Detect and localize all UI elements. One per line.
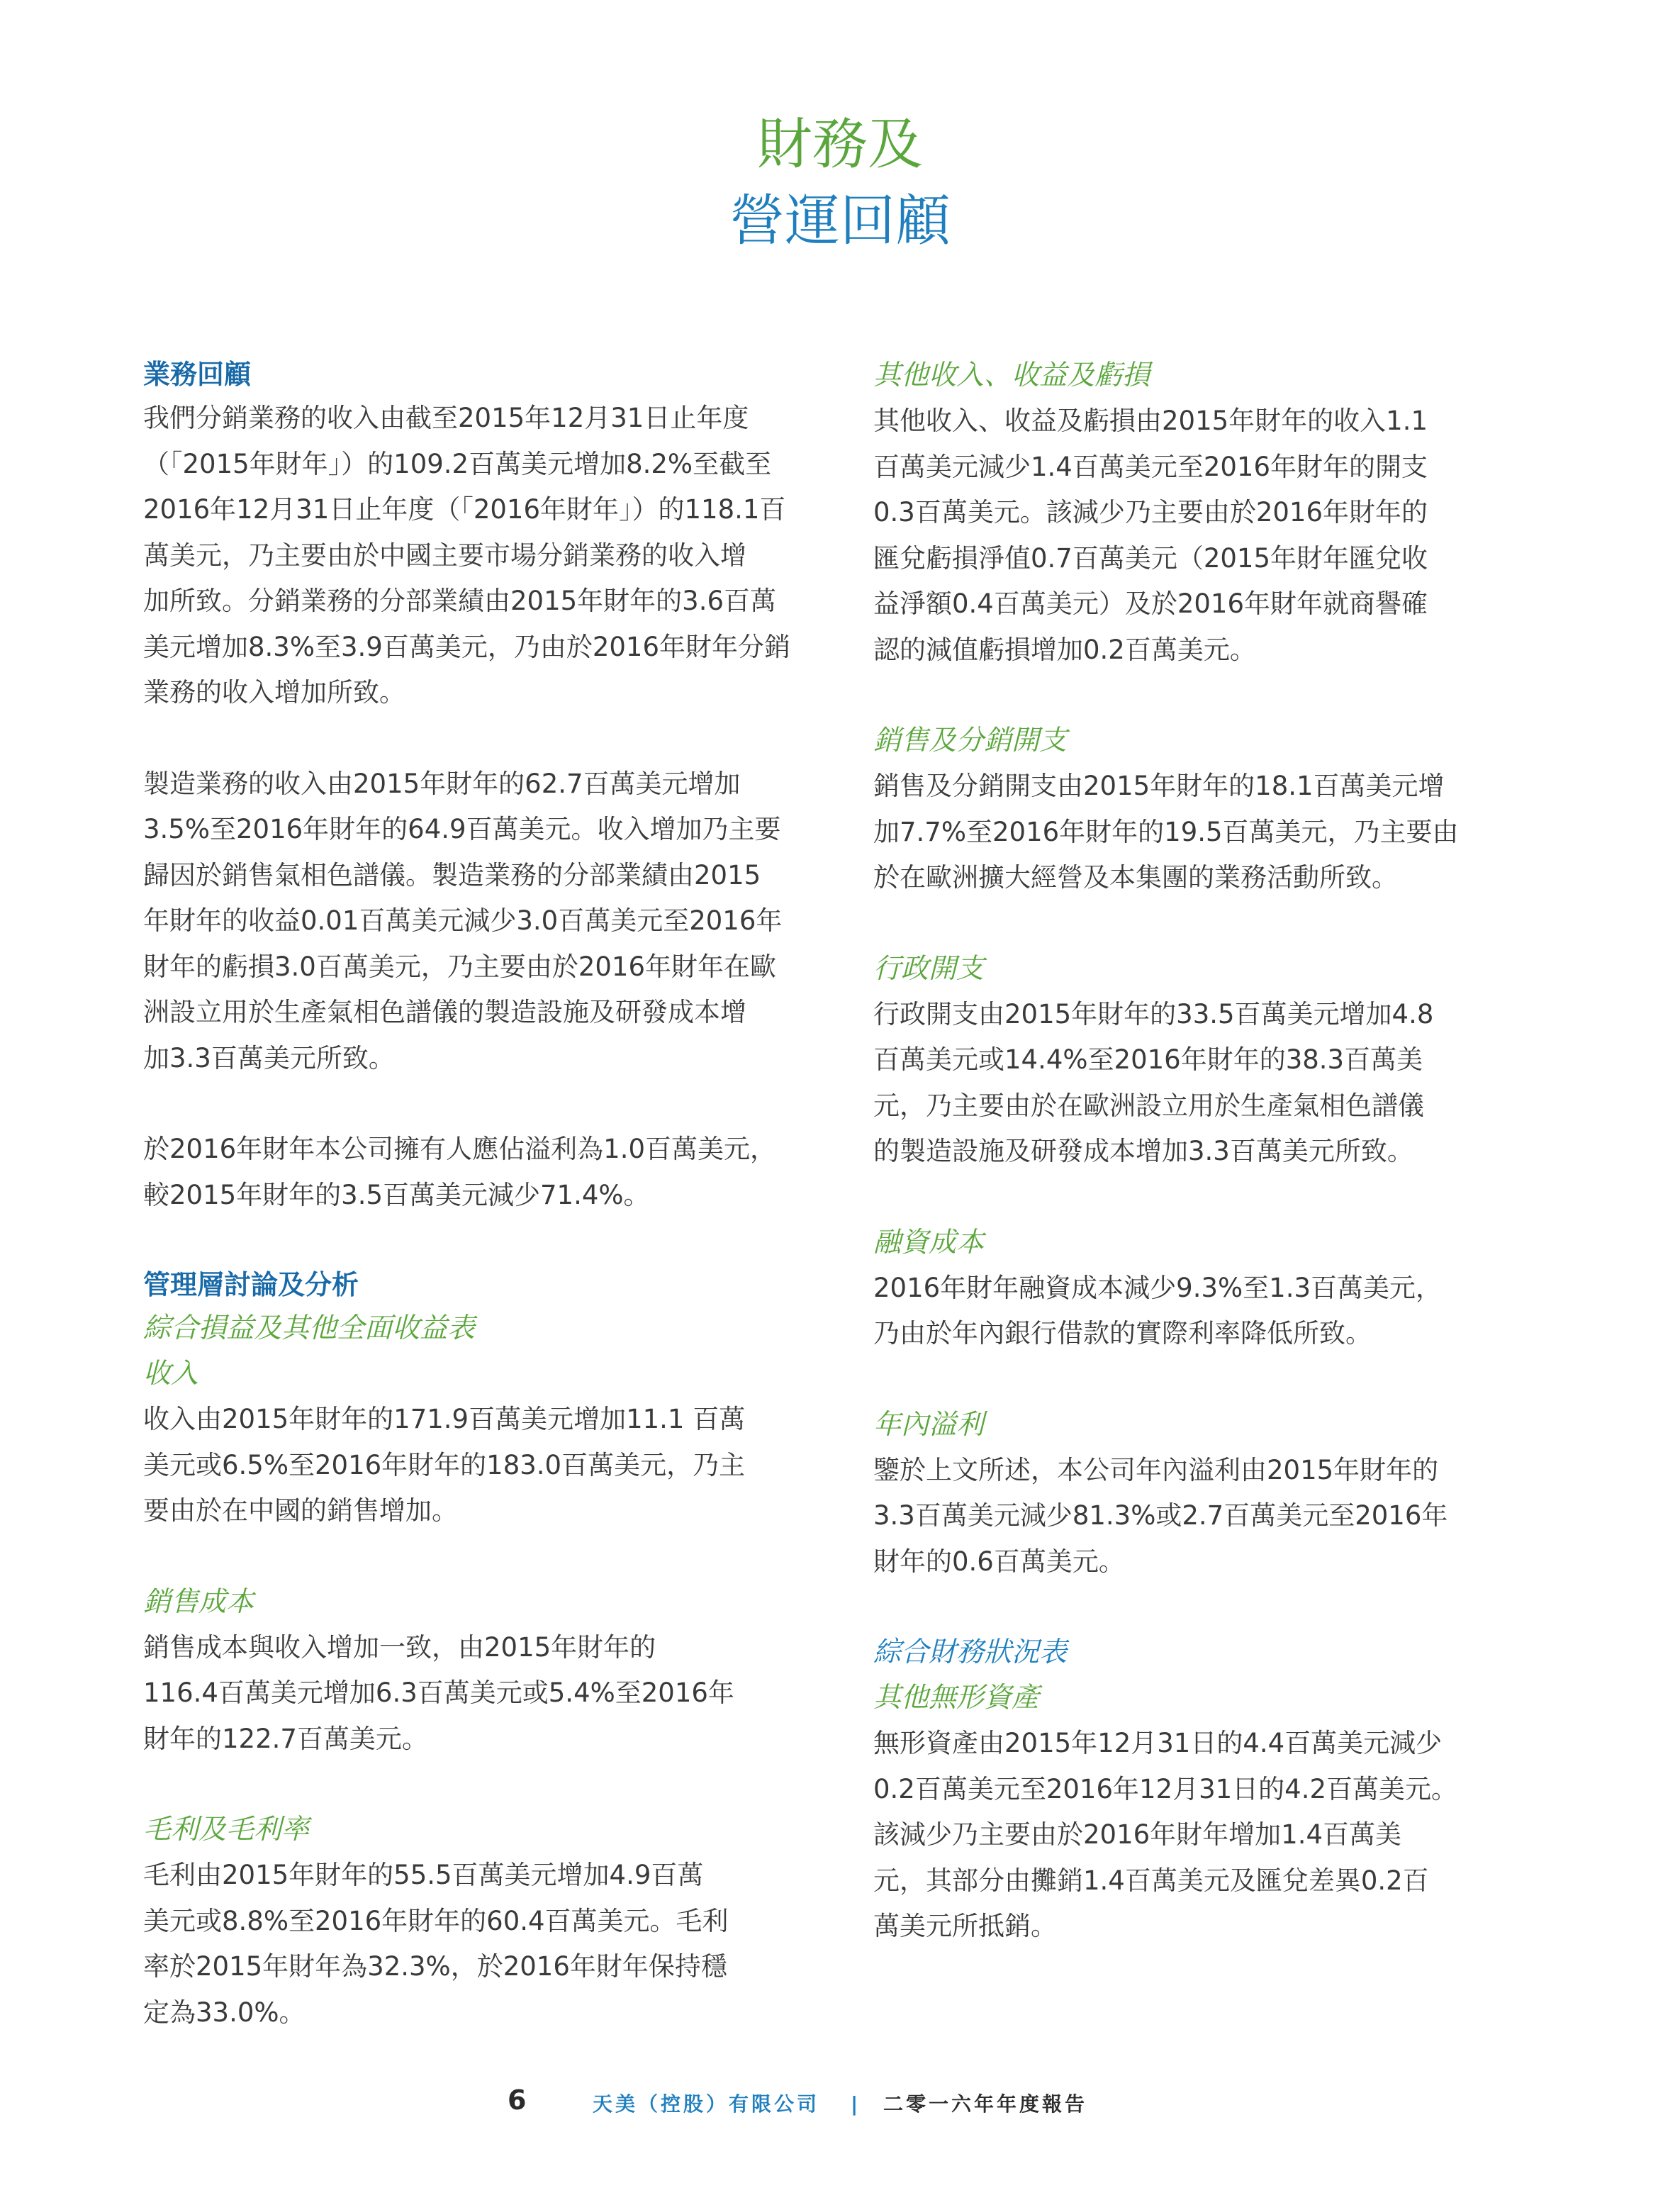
text-line: 毛利由2015年財年的55.5百萬美元增加4.9百萬 [143, 1860, 704, 1890]
text-line: 收入由2015年財年的171.9百萬美元增加11.1 百萬 [143, 1404, 746, 1434]
page-number: 6 [508, 2084, 527, 2116]
text-line: 加所致。分銷業務的分部業績由2015年財年的3.6百萬 [143, 586, 777, 616]
text-line: 2016年12月31日止年度（「2016年財年」）的118.1百 [143, 494, 786, 525]
cost-of-sales-heading: 銷售成本 [143, 1585, 254, 1618]
profit-text [873, 1448, 1554, 1585]
text-line: 我們分銷業務的收入由截至2015年12月31日止年度 [143, 403, 749, 433]
text-line: 匯兌虧損淨值0.7百萬美元（2015年財年匯兌收 [873, 542, 1428, 574]
ci-statement-heading: 綜合損益及其他全面收益表 [143, 1312, 476, 1344]
text-line: 美元增加8.3%至3.9百萬美元，乃由於2016年財年分銷 [143, 631, 791, 662]
revenue-text [143, 1397, 824, 1534]
text-line: 的製造設施及研發成本增加3.3百萬美元所致。 [873, 1136, 1413, 1166]
admin-expenses-heading: 行政開支 [873, 952, 985, 985]
text-line: 美元或8.8%至2016年財年的60.4百萬美元。毛利 [143, 1905, 729, 1936]
revenue-heading: 收入 [143, 1358, 199, 1390]
intangible-assets-heading: 其他無形資產 [873, 1682, 1040, 1714]
text-line: 3.3百萬美元減少81.3%或2.7百萬美元至2016年 [873, 1500, 1448, 1531]
gross-profit-heading: 毛利及毛利率 [143, 1814, 310, 1846]
text-line: 2016年財年融資成本減少9.3%至1.3百萬美元， [873, 1272, 1443, 1303]
intangible-assets-text [873, 1721, 1554, 1950]
text-line: 較2015年財年的3.5百萬美元減少71.4%。 [143, 1179, 650, 1210]
other-income-text [873, 398, 1554, 673]
gross-profit-text [143, 1853, 824, 2036]
text-line: （「2015年財年」）的109.2百萬美元增加8.2%至截至 [143, 448, 772, 479]
text-line: 率於2015年財年為32.3%，於2016年財年保持穩 [143, 1951, 727, 1982]
finance-costs-heading: 融資成本 [873, 1226, 985, 1258]
text-line: 年財年的收益0.01百萬美元減少3.0百萬美元至2016年 [143, 905, 783, 936]
selling-expenses-heading: 銷售及分銷開支 [873, 725, 1068, 757]
left-column [143, 353, 824, 2036]
business-review-heading: 業務回顧 [143, 359, 252, 390]
selling-expenses-text [873, 764, 1554, 901]
finance-costs-text [873, 1266, 1554, 1357]
text-line: 萬美元，乃主要由於中國主要市場分銷業務的收入增 [143, 540, 746, 571]
text-line: 該減少乃主要由於2016年財年增加1.4百萬美 [873, 1819, 1402, 1850]
text-line: 銷售及分銷開支由2015年財年的18.1百萬美元增 [873, 771, 1445, 801]
financial-position-heading: 綜合財務狀況表 [873, 1636, 1068, 1668]
text-line: 百萬美元減少1.4百萬美元至2016年財年的開支 [873, 451, 1428, 482]
text-line: 加3.3百萬美元所致。 [143, 1042, 395, 1073]
text-line: 認的減值虧損增加0.2百萬美元。 [873, 634, 1256, 665]
text-line: 加7.7%至2016年財年的19.5百萬美元，乃主要由 [873, 816, 1459, 847]
text-line: 財年的虧損3.0百萬美元，乃主要由於2016年財年在歐 [143, 951, 777, 982]
cost-of-sales-text [143, 1625, 824, 1763]
mda-heading: 管理層討論及分析 [143, 1269, 359, 1300]
text-line: 美元或6.5%至2016年財年的183.0百萬美元，乃主 [143, 1449, 746, 1480]
text-line: 116.4百萬美元增加6.3百萬美元或5.4%至2016年 [143, 1678, 734, 1708]
text-line: 百萬美元或14.4%至2016年財年的38.3百萬美 [873, 1044, 1423, 1075]
business-review-para-3 [143, 1127, 824, 1218]
text-line: 製造業務的收入由2015年財年的62.7百萬美元增加 [143, 768, 741, 799]
text-line: 其他收入、收益及虧損由2015年財年的收入1.1 [873, 406, 1428, 436]
footer-separator: | [851, 2092, 858, 2116]
page-title [0, 106, 1680, 259]
text-line: 定為33.0%。 [143, 1997, 306, 2028]
text-line: 於2016年財年本公司擁有人應佔溢利為1.0百萬美元， [143, 1134, 777, 1164]
text-line: 洲設立用於生產氣相色譜儀的製造設施及研發成本增 [143, 997, 746, 1027]
right-column [873, 353, 1554, 1950]
text-line: 萬美元所抵銷。 [873, 1911, 1057, 1941]
title-line-2: 營運回顧 [729, 189, 951, 253]
text-line: 財年的0.6百萬美元。 [873, 1546, 1125, 1577]
text-line: 益淨額0.4百萬美元）及於2016年財年就商譽確 [873, 588, 1428, 619]
text-line: 業務的收入增加所致。 [143, 677, 405, 708]
title-line-1: 財務及 [756, 113, 923, 177]
text-line: 財年的122.7百萬美元。 [143, 1723, 428, 1754]
business-review-para-1 [143, 396, 824, 716]
other-income-heading: 其他收入、收益及虧損 [873, 359, 1150, 391]
profit-heading: 年內溢利 [873, 1408, 985, 1441]
text-line: 3.5%至2016年財年的64.9百萬美元。收入增加乃主要 [143, 814, 781, 844]
text-line: 0.3百萬美元。該減少乃主要由於2016年財年的 [873, 497, 1428, 528]
text-line: 要由於在中國的銷售增加。 [143, 1495, 458, 1526]
text-line: 元，其部分由攤銷1.4百萬美元及匯兌差異0.2百 [873, 1865, 1429, 1896]
text-line: 鑒於上文所述，本公司年內溢利由2015年財年的 [873, 1454, 1439, 1485]
text-line: 元，乃主要由於在歐洲設立用於生產氣相色譜儀 [873, 1090, 1424, 1121]
text-line: 行政開支由2015年財年的33.5百萬美元增加4.8 [873, 998, 1434, 1029]
business-review-para-2 [143, 761, 824, 1082]
text-line: 歸因於銷售氣相色譜儀。製造業務的分部業績由2015 [143, 859, 761, 891]
company-name: 天美（控股）有限公司 [593, 2092, 820, 2116]
text-line: 無形資產由2015年12月31日的4.4百萬美元減少 [873, 1728, 1443, 1758]
text-line: 乃由於年內銀行借款的實際利率降低所致。 [873, 1318, 1372, 1349]
admin-expenses-text [873, 992, 1554, 1175]
report-name: 二零一六年年度報告 [883, 2092, 1088, 2116]
text-line: 0.2百萬美元至2016年12月31日的4.2百萬美元。 [873, 1773, 1458, 1804]
text-line: 銷售成本與收入增加一致，由2015年財年的 [143, 1631, 656, 1663]
text-line: 於在歐洲擴大經營及本集團的業務活動所致。 [873, 862, 1398, 893]
